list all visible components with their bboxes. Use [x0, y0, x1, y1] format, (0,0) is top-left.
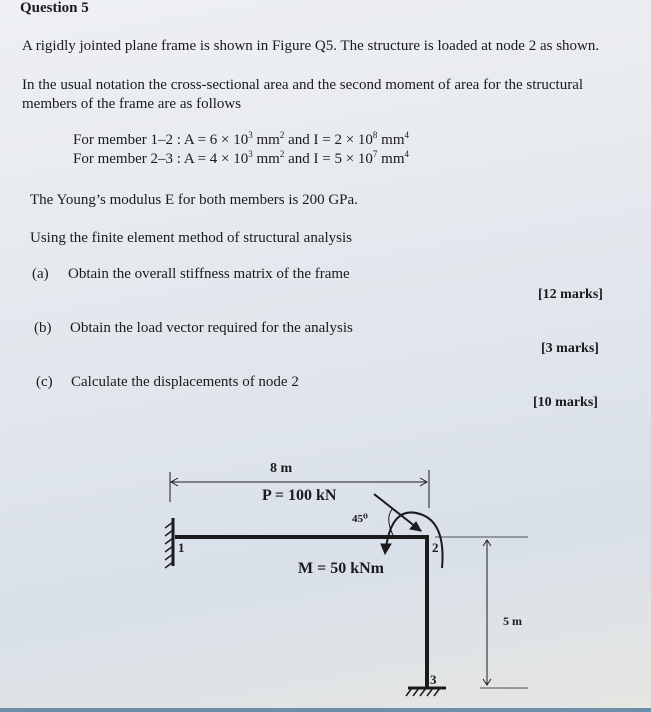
- exponent: 3: [248, 149, 253, 159]
- member-text: For member 1–2 : A = 6 × 10: [73, 132, 249, 148]
- exponent: 3: [248, 130, 253, 140]
- member-text: and I = 2 × 10: [284, 132, 373, 148]
- exponent: 7: [372, 149, 378, 159]
- exponent: 8: [372, 130, 378, 140]
- node-2-label: 2: [432, 540, 439, 555]
- moment-arrowhead: [381, 544, 391, 554]
- moment-label: M = 50 kNm: [298, 560, 384, 577]
- node-3-label: 3: [430, 672, 437, 687]
- part-c-label: (c): [36, 374, 53, 390]
- member-text: mm: [252, 151, 280, 167]
- notation-text-2: members of the frame are as follows: [22, 96, 242, 112]
- part-b-label: (b): [34, 320, 52, 336]
- part-a-marks: [12 marks]: [538, 287, 603, 302]
- part-a-text: Obtain the overall stiffness matrix of the frame: [68, 266, 350, 282]
- part-c-text: Calculate the displacements of node 2: [71, 374, 299, 390]
- exponent: 4: [404, 130, 410, 140]
- part-b-marks: [3 marks]: [541, 341, 599, 356]
- member-text: and I = 5 × 10: [284, 151, 373, 167]
- notation-text-1: In the usual notation the cross-sectional area and the second moment of area for the structural: [22, 77, 584, 93]
- exponent: 2: [279, 149, 285, 159]
- exponent: 2: [279, 130, 285, 140]
- load-label: P = 100 kN: [262, 487, 337, 504]
- exponent: 4: [404, 149, 410, 159]
- method-text: Using the finite element method of structural analysis: [30, 230, 353, 246]
- part-a-label: (a): [32, 266, 49, 282]
- part-c-marks: [10 marks]: [533, 395, 598, 410]
- member-text: mm: [377, 132, 405, 148]
- member-text: mm: [377, 151, 405, 167]
- question-title: Question 5: [20, 0, 89, 16]
- bottom-edge: [0, 708, 651, 712]
- fixed-support-node-3: [406, 688, 446, 696]
- member-text: For member 2–3 : A = 4 × 10: [73, 151, 249, 167]
- span-label: 8 m: [270, 461, 293, 476]
- node-1-label: 1: [178, 540, 185, 555]
- angle-label: 45⁰: [352, 513, 368, 525]
- intro-text: A rigidly jointed plane frame is shown in Figure Q5. The structure is loaded at node 2 as shown.: [22, 38, 600, 54]
- fixed-support-node-1: [165, 518, 173, 568]
- part-b-text: Obtain the load vector required for the analysis: [70, 320, 353, 336]
- youngs-modulus-text: The Young’s modulus E for both members is 200 GPa.: [30, 192, 358, 208]
- height-label: 5 m: [503, 614, 522, 628]
- member-text: mm: [252, 132, 280, 148]
